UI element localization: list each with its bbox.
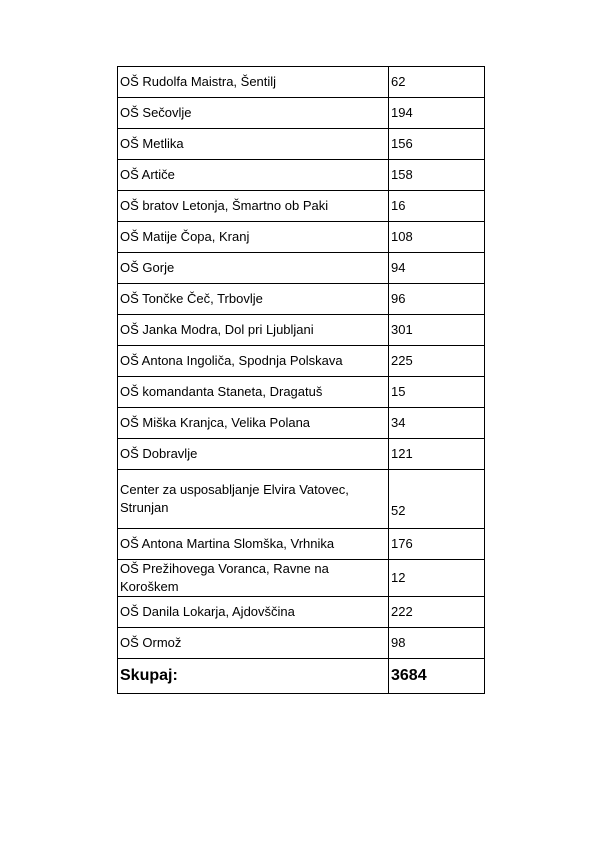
school-name-cell: OŠ Ormož [118,628,389,659]
school-name-cell: OŠ Metlika [118,129,389,160]
count-cell: 194 [389,98,485,129]
table-row [118,529,485,560]
table-row [118,315,485,346]
school-participants-table [117,66,485,694]
school-name-cell: OŠ Matije Čopa, Kranj [118,222,389,253]
table-row [118,191,485,222]
school-name-cell: OŠ Janka Modra, Dol pri Ljubljani [118,315,389,346]
table-row [118,346,485,377]
count-cell: 96 [389,284,485,315]
count-cell: 12 [389,560,485,597]
school-name-cell: OŠ Miška Kranjca, Velika Polana [118,408,389,439]
school-name-cell: OŠ Rudolfa Maistra, Šentilj [118,67,389,98]
count-cell: 98 [389,628,485,659]
table-row [118,408,485,439]
count-cell: 94 [389,253,485,284]
count-cell: 156 [389,129,485,160]
count-cell: 222 [389,597,485,628]
count-cell: 158 [389,160,485,191]
table-row [118,284,485,315]
count-cell: 16 [389,191,485,222]
school-name-cell: OŠ Tončke Čeč, Trbovlje [118,284,389,315]
school-name-cell: Center za usposabljanje Elvira Vatovec, Strunjan [118,470,389,529]
count-cell: 176 [389,529,485,560]
count-cell: 225 [389,346,485,377]
count-cell: 108 [389,222,485,253]
count-cell: 121 [389,439,485,470]
school-name-cell: OŠ bratov Letonja, Šmartno ob Paki [118,191,389,222]
count-cell: 34 [389,408,485,439]
school-name-cell: OŠ Sečovlje [118,98,389,129]
school-name-cell: OŠ Gorje [118,253,389,284]
school-name-cell: OŠ Danila Lokarja, Ajdovščina [118,597,389,628]
total-label: Skupaj: [118,659,389,694]
table-row [118,160,485,191]
table-row [118,439,485,470]
school-name-cell: OŠ komandanta Staneta, Dragatuš [118,377,389,408]
school-name-cell: OŠ Antona Ingoliča, Spodnja Polskava [118,346,389,377]
table-row [118,628,485,659]
school-name-cell: OŠ Prežihovega Voranca, Ravne na Koroškem [118,560,389,597]
table-row [118,222,485,253]
school-table-container [117,66,483,694]
count-cell: 15 [389,377,485,408]
count-cell: 52 [389,470,485,529]
table-row [118,129,485,160]
count-cell: 301 [389,315,485,346]
school-name-cell: OŠ Dobravlje [118,439,389,470]
table-row [118,560,485,597]
count-cell: 62 [389,67,485,98]
school-name-cell: OŠ Artiče [118,160,389,191]
table-row [118,377,485,408]
table-row [118,597,485,628]
table-row [118,98,485,129]
total-value: 3684 [389,659,485,694]
total-row [118,659,485,694]
table-row [118,253,485,284]
school-name-cell: OŠ Antona Martina Slomška, Vrhnika [118,529,389,560]
table-row [118,470,485,529]
table-row [118,67,485,98]
